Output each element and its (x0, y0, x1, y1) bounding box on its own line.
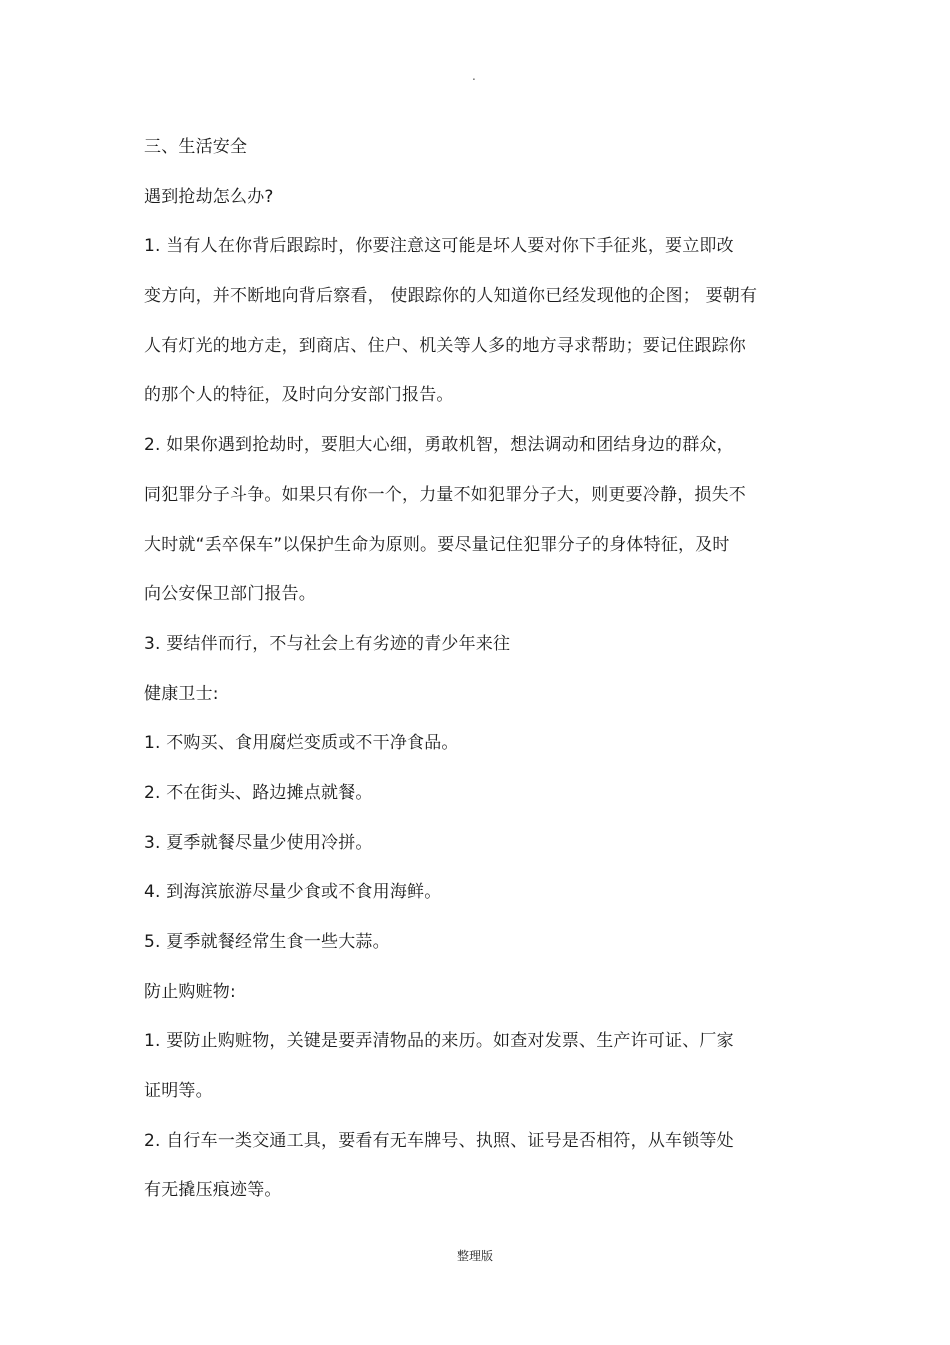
text-line: 同犯罪分子斗争。如果只有你一个，力量不如犯罪分子大，则更要冷静，损失不 (144, 484, 746, 505)
document-body (144, 123, 824, 1216)
text-line: 3. 要结伴而行，不与社会上有劣迹的青少年来往 (144, 633, 511, 654)
page-footer: 整理版 (456, 1249, 493, 1263)
text-line: 变方向，并不断地向背后察看， 使跟踪你的人知道你已经发现他的企图； 要朝有 (144, 286, 758, 307)
text-line: 证明等。 (144, 1081, 213, 1102)
subheading-robbery: 遇到抢劫怎么办? (144, 186, 274, 207)
text-line: 人有灯光的地方走，到商店、住户、机关等人多的地方寻求帮助；要记住跟踪你 (144, 335, 746, 356)
list-item: 5. 夏季就餐经常生食一些大蒜。 (144, 932, 390, 952)
text-line: 1. 要防止购赃物，关键是要弄清物品的来历。如查对发票、生产许可证、厂家 (144, 1031, 734, 1052)
text-line: 的那个人的特征，及时向分安部门报告。 (144, 385, 454, 406)
text-line: 1. 当有人在你背后跟踪时，你要注意这可能是坏人要对你下手征兆，要立即改 (144, 236, 734, 257)
text-line: 有无撬压痕迹等。 (144, 1180, 282, 1201)
list-item: 4. 到海滨旅游尽量少食或不食用海鲜。 (144, 882, 442, 903)
list-item: 3. 夏季就餐尽量少使用冷拼。 (144, 832, 373, 853)
text-line: 向公安保卫部门报告。 (144, 584, 316, 605)
subheading-health: 健康卫士: (144, 683, 219, 704)
header-dot: . (472, 69, 476, 83)
section-heading: 三、生活安全 (144, 137, 248, 157)
text-line: 2. 自行车一类交通工具，要看有无车牌号、执照、证号是否相符，从车锁等处 (144, 1130, 734, 1151)
list-item: 2. 不在街头、路边摊点就餐。 (144, 782, 373, 803)
subheading-stolen-goods: 防止购赃物: (144, 981, 236, 1002)
text-line: 2. 如果你遇到抢劫时，要胆大心细，勇敢机智，想法调动和团结身边的群众， (144, 435, 734, 456)
list-item: 1. 不购买、食用腐烂变质或不干净食品。 (144, 733, 459, 754)
text-line: 大时就“丢卒保车”以保护生命为原则。要尽量记住犯罪分子的身体特征，及时 (144, 534, 730, 555)
